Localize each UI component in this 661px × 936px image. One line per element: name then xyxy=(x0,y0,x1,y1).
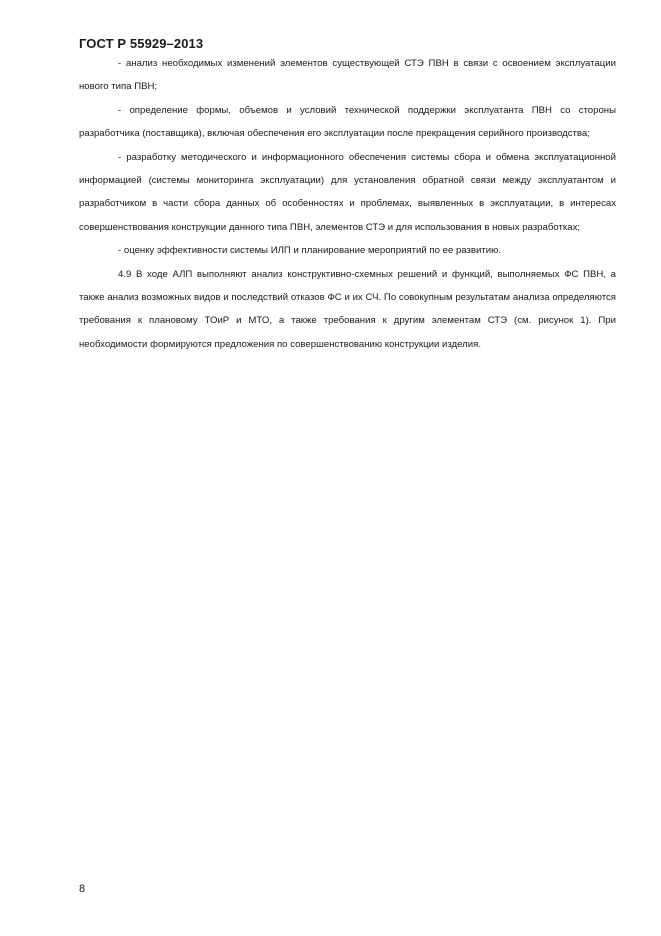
page-number: 8 xyxy=(79,883,86,895)
paragraph-list-item: - анализ необходимых изменений элементов существующей СТЭ ПВН в связи с освоением эксплуатации нового типа ПВН; xyxy=(79,58,616,93)
paragraph-list-item: - разработку методического и информационного обеспечения системы сбора и обмена эксплуатационной информацией (системы мониторинга эксплуатации) для установления обратной связи между эксплуатантом и разработчиком в части сбора данных об особенностях и проблемах, выявленных в эксплуатации, в интересах совершенствования конструкции данного типа ПВН, элементов СТЭ и для использования в новых разработках; xyxy=(79,151,616,233)
paragraph-list-item: - оценку эффективности системы ИЛП и планирование мероприятий по ее развитию. xyxy=(118,245,501,257)
paragraph-section-4-9: 4.9 В ходе АЛП выполняют анализ конструктивно-схемных решений и функций, выполняемых ФС ПВН, а также анализ возможных видов и последствий отказов ФС и их СЧ. По совокупным результатам анализа определяются требования к плановому ТОиР и МТО, а также требования к другим элементам СТЭ (см. рисунок 1). При необходимости формируются предложения по совершенствованию конструкции изделия. xyxy=(79,268,616,350)
document-header: ГОСТ Р 55929–2013 xyxy=(79,36,204,51)
document-body xyxy=(79,52,616,356)
paragraph-list-item: - определение формы, объемов и условий технической поддержки эксплуатанта ПВН со стороны разработчика (поставщика), включая обеспечения его эксплуатации после прекращения серийного производства; xyxy=(79,104,616,140)
